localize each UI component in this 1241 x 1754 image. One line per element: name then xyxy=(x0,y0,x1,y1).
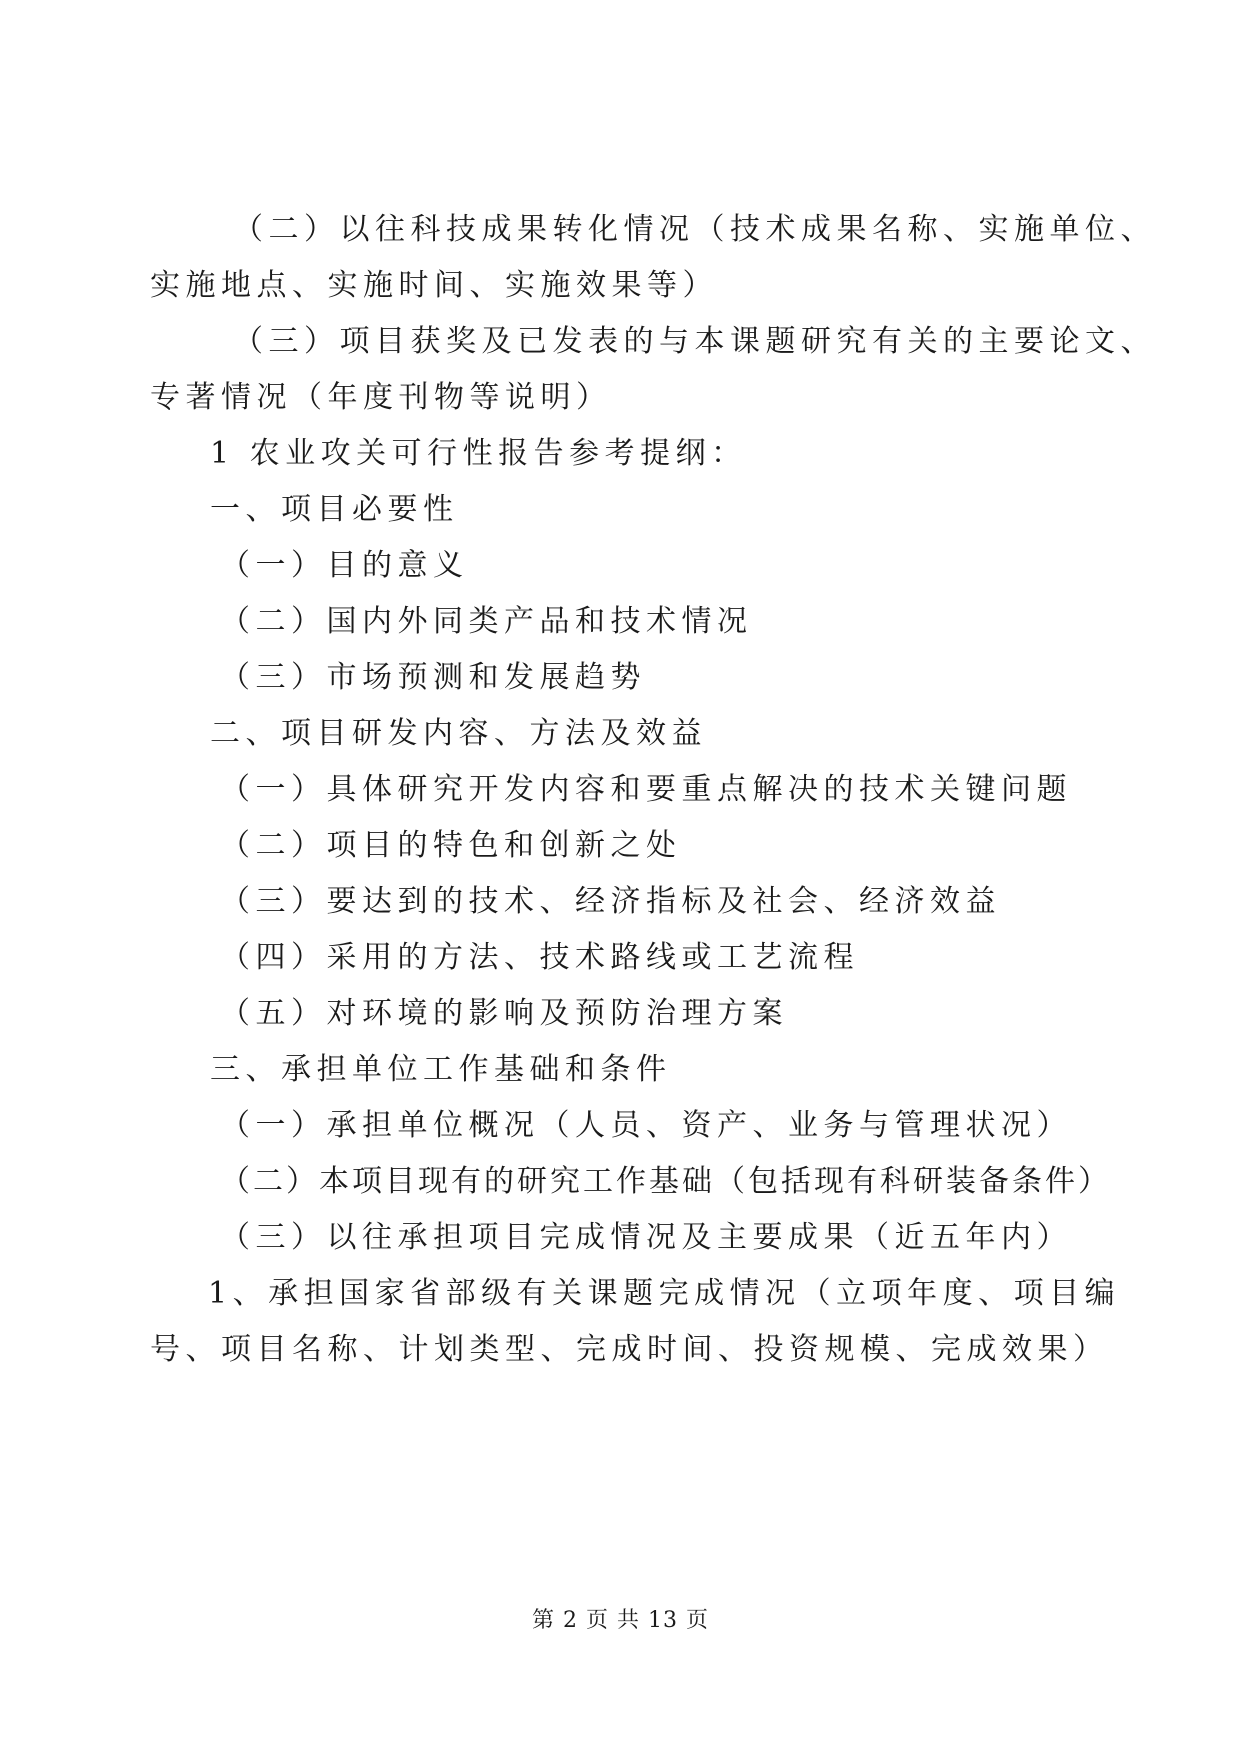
paragraph-line: （三）项目获奖及已发表的与本课题研究有关的主要论文、 xyxy=(233,324,1156,359)
subsection-heading: （二）项目的特色和创新之处 xyxy=(220,828,682,863)
page-number-footer: 第 2 页 共 13 页 xyxy=(532,1608,709,1633)
paragraph-line: 1、承担国家省部级有关课题完成情况（立项年度、项目编 xyxy=(208,1276,1121,1311)
paragraph-line: （二）以往科技成果转化情况（技术成果名称、实施单位、 xyxy=(233,212,1156,247)
paragraph-line: 号、项目名称、计划类型、完成时间、投资规模、完成效果） xyxy=(150,1332,1109,1367)
section-heading: 二、项目研发内容、方法及效益 xyxy=(210,716,707,751)
subsection-heading: （二）本项目现有的研究工作基础（包括现有科研装备条件） xyxy=(220,1164,1111,1199)
paragraph-line: 专著情况（年度刊物等说明） xyxy=(150,380,612,415)
subsection-heading: （五）对环境的影响及预防治理方案 xyxy=(220,996,788,1031)
subsection-heading: （四）采用的方法、技术路线或工艺流程 xyxy=(220,940,859,975)
subsection-heading: （一）目的意义 xyxy=(220,548,469,583)
paragraph-line: 1 农业攻关可行性报告参考提纲： xyxy=(210,436,747,471)
subsection-heading: （一）具体研究开发内容和要重点解决的技术关键问题 xyxy=(220,772,1072,807)
subsection-heading: （三）要达到的技术、经济指标及社会、经济效益 xyxy=(220,884,1001,919)
section-heading: 一、项目必要性 xyxy=(210,492,459,527)
subsection-heading: （三）以往承担项目完成情况及主要成果（近五年内） xyxy=(220,1220,1072,1255)
paragraph-line: 实施地点、实施时间、实施效果等） xyxy=(150,268,718,303)
section-heading: 三、承担单位工作基础和条件 xyxy=(210,1052,672,1087)
subsection-heading: （一）承担单位概况（人员、资产、业务与管理状况） xyxy=(220,1108,1072,1143)
subsection-heading: （三）市场预测和发展趋势 xyxy=(220,660,646,695)
subsection-heading: （二）国内外同类产品和技术情况 xyxy=(220,604,753,639)
